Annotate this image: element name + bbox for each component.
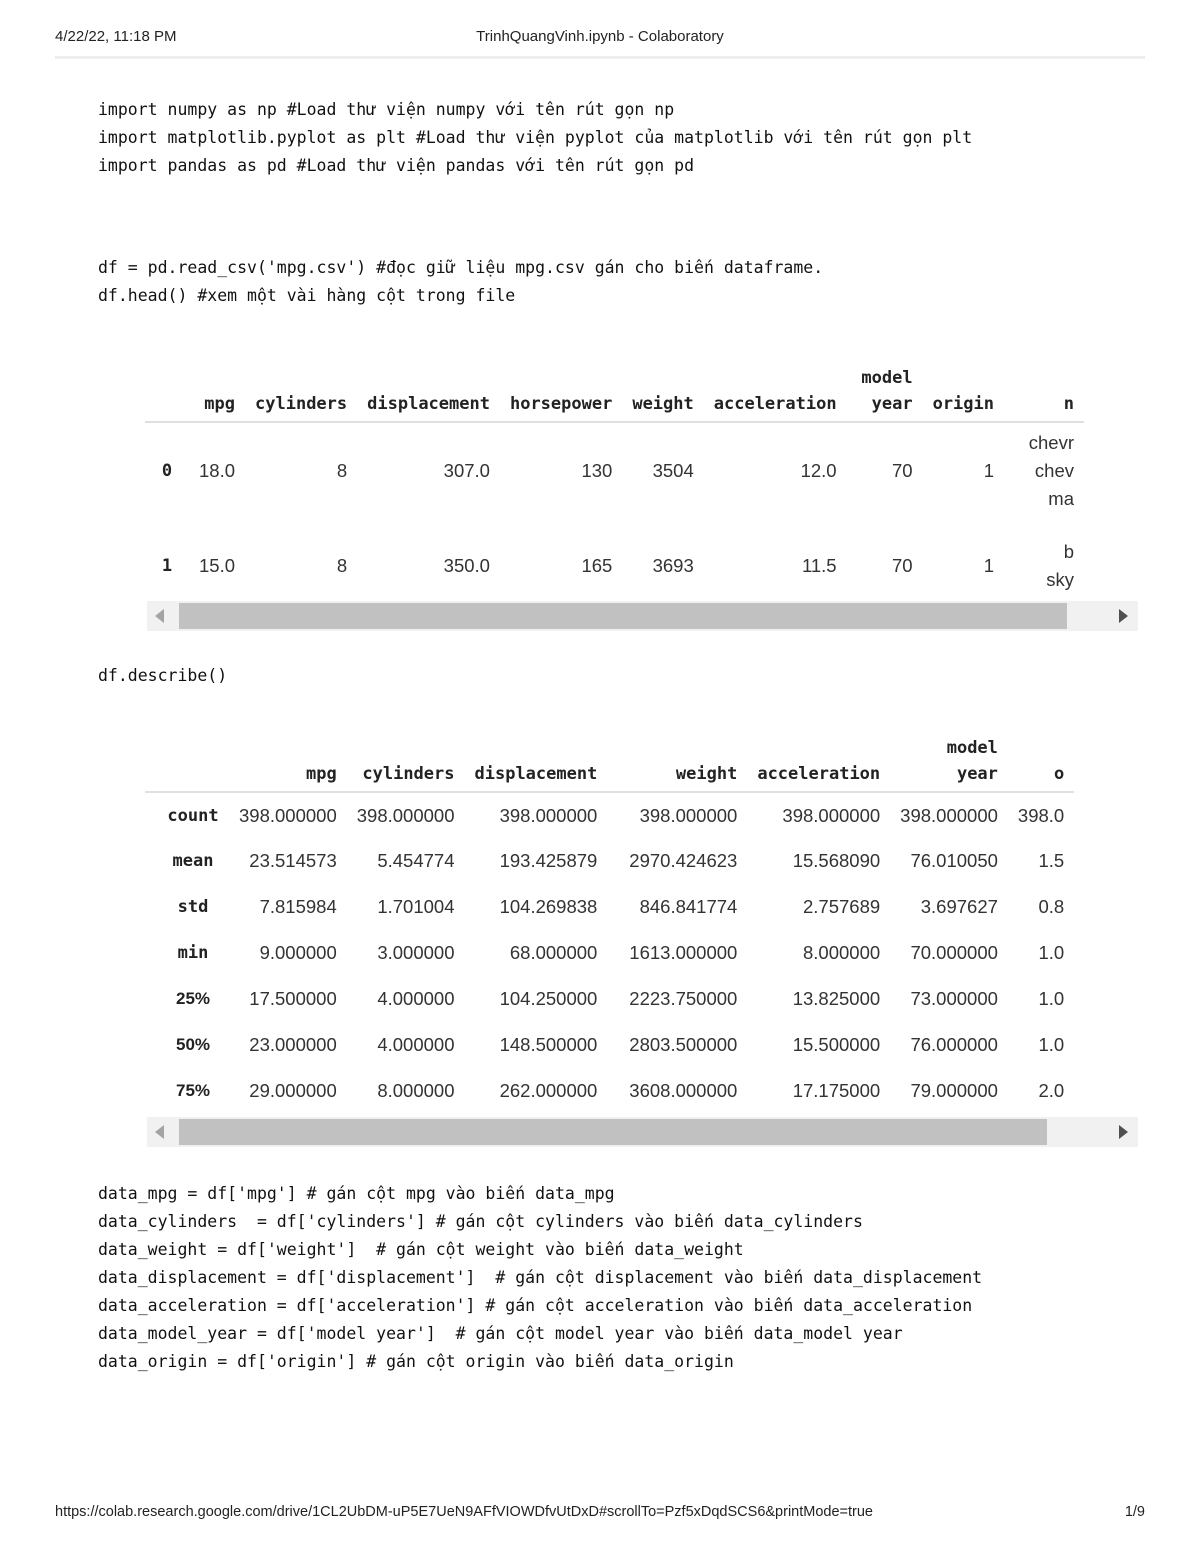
table-cell: 17.175000: [792, 1080, 881, 1101]
head-horizontal-scrollbar[interactable]: [147, 601, 1138, 631]
table-cell: 398.000000: [356, 804, 455, 826]
table-cell: 2.0: [1038, 1080, 1065, 1101]
scroll-right-arrow-icon[interactable]: [1119, 1125, 1128, 1139]
table-cell: 4.000000: [377, 988, 455, 1009]
head-output: [145, 340, 1138, 614]
index-header: [145, 340, 189, 422]
table-row: [145, 884, 1074, 930]
table-cell: 2.757689: [802, 896, 881, 917]
header-divider: [55, 56, 1145, 59]
table-cell: 76.000000: [910, 1034, 998, 1055]
scrollbar-thumb[interactable]: [179, 603, 1067, 629]
column-header-mpg: mpg: [229, 722, 347, 792]
table-cell: 398.000000: [639, 804, 738, 826]
table-cell: 70: [892, 555, 913, 576]
table-cell: 398.000000: [782, 804, 881, 826]
table-cell: 2223.750000: [629, 988, 738, 1009]
table-cell: 1.5: [1038, 850, 1065, 871]
column-header-mpg: mpg: [189, 340, 245, 422]
table-cell: 8.000000: [377, 1080, 455, 1101]
stat-label: min: [177, 943, 209, 963]
table-cell: 846.841774: [639, 896, 738, 917]
table-cell: 0.8: [1038, 896, 1065, 917]
stat-label: 50%: [175, 1035, 211, 1054]
table-cell: 9.000000: [259, 942, 337, 963]
table-cell-car-name: chevr chev ma: [1028, 431, 1074, 509]
column-header-origin: origin: [923, 340, 1004, 422]
index-header: [145, 722, 229, 792]
table-cell: 29.000000: [249, 1080, 337, 1101]
stat-label: 75%: [175, 1081, 211, 1100]
table-cell: 104.269838: [499, 896, 598, 917]
table-cell: 11.5: [801, 555, 837, 576]
table-cell: 73.000000: [910, 988, 998, 1009]
table-cell: 3.000000: [377, 942, 455, 963]
column-header-weight: weight: [622, 340, 703, 422]
table-cell: 148.500000: [499, 1034, 598, 1055]
scroll-right-arrow-icon[interactable]: [1119, 609, 1128, 623]
print-url: https://colab.research.google.com/drive/1CL2UbDM-uP5E7UeN9AFfVIOWDfvUtDxD#scrollTo=Pzf5xDqdSCS6&printMode=true: [55, 1504, 873, 1520]
table-cell: 15.500000: [792, 1034, 881, 1055]
column-header-horsepower: horsepower: [500, 340, 622, 422]
table-cell: 1.701004: [377, 896, 455, 917]
table-row: [145, 976, 1074, 1022]
table-cell: 23.514573: [249, 850, 337, 871]
table-row: [145, 838, 1074, 884]
table-cell: 193.425879: [499, 850, 598, 871]
table-cell: 262.000000: [499, 1080, 598, 1101]
head-dataframe-table: [145, 340, 1084, 614]
code-cell-read-csv[interactable]: df = pd.read_csv('mpg.csv') #đọc giữ liệu mpg.csv gán cho biến dataframe. df.head() #xem một vài hàng cột trong file: [98, 258, 824, 305]
table-cell: 1.0: [1038, 942, 1065, 963]
table-cell: 2803.500000: [629, 1034, 738, 1055]
table-cell: 398.000000: [900, 804, 998, 826]
table-cell: 4.000000: [377, 1034, 455, 1055]
table-cell: 1.0: [1038, 1034, 1065, 1055]
table-cell: 3.697627: [920, 896, 998, 917]
table-cell: 3504: [652, 459, 694, 481]
table-cell: 350.0: [443, 555, 490, 576]
column-header-cylinders: cylinders: [245, 340, 357, 422]
table-row: [145, 930, 1074, 976]
row-index: 1: [161, 556, 173, 576]
table-cell: 1.0: [1038, 988, 1065, 1009]
table-row: [145, 792, 1074, 838]
table-cell: 17.500000: [249, 988, 337, 1009]
describe-dataframe-table: [145, 722, 1074, 1114]
code-cell-assignments[interactable]: data_mpg = df['mpg'] # gán cột mpg vào biến data_mpg data_cylinders = df['cylinders'] # gán cột cylinders vào biến data_cylinders data_weight = df['weight'] # gán cột weight vào biến data_weight data_displacement = df['displacement'] # gán cột displacement vào biến data_displacement data_acceleration = df['acceleration'] # gán cột acceleration vào biến data_acceleration data_model_year = df['model year'] # gán cột model year vào biến data_model year data_origin = df['origin'] # gán cột origin vào biến data_origin: [98, 1184, 983, 1371]
table-cell: 15.568090: [792, 850, 881, 871]
table-header-row: [145, 340, 1084, 422]
table-cell: 76.010050: [910, 850, 998, 871]
table-cell: 23.000000: [249, 1034, 337, 1055]
table-row: [145, 1068, 1074, 1114]
table-cell: 398.0: [1017, 804, 1065, 826]
table-cell: 3693: [652, 555, 694, 576]
table-header-row: [145, 722, 1074, 792]
table-cell: 8: [336, 459, 348, 481]
stat-label: count: [167, 805, 219, 826]
table-row: [145, 422, 1084, 518]
describe-horizontal-scrollbar[interactable]: [147, 1117, 1138, 1147]
page-number: 1/9: [1124, 1504, 1145, 1520]
table-row: [145, 518, 1084, 614]
column-header-acceleration: acceleration: [747, 722, 890, 792]
table-cell: 8: [336, 555, 348, 576]
table-cell: 15.0: [199, 555, 236, 576]
table-cell: 12.0: [800, 459, 837, 481]
column-header-cylinders: cylinders: [347, 722, 465, 792]
table-cell: 79.000000: [910, 1080, 998, 1101]
table-cell-car-name: b sky: [1046, 541, 1074, 590]
row-index: 0: [161, 460, 173, 481]
scroll-left-arrow-icon[interactable]: [155, 1125, 164, 1139]
table-cell: 13.825000: [792, 988, 881, 1009]
scrollbar-thumb[interactable]: [179, 1119, 1047, 1145]
table-cell: 1613.000000: [629, 942, 738, 963]
table-cell: 70: [892, 459, 913, 481]
table-cell: 18.0: [199, 459, 236, 481]
describe-output: [145, 722, 1138, 1114]
column-header-origin: o: [1008, 722, 1074, 792]
print-title: TrinhQuangVinh.ipynb - Colaboratory: [476, 28, 724, 45]
stat-label: std: [177, 897, 209, 917]
table-cell: 7.815984: [259, 896, 337, 917]
table-cell: 130: [581, 459, 613, 481]
table-cell: 70.000000: [910, 942, 998, 963]
print-header: [55, 28, 1145, 52]
table-cell: 1: [983, 459, 994, 481]
table-cell: 68.000000: [509, 942, 598, 963]
column-header-model-year: model year: [847, 340, 923, 422]
scroll-left-arrow-icon[interactable]: [155, 609, 164, 623]
stat-label: 25%: [175, 989, 211, 1008]
table-cell: 8.000000: [802, 942, 881, 963]
stat-label: mean: [172, 851, 214, 871]
column-header-name: n: [1004, 340, 1084, 422]
code-cell-describe[interactable]: df.describe(): [98, 666, 228, 685]
column-header-displacement: displacement: [465, 722, 608, 792]
column-header-acceleration: acceleration: [704, 340, 847, 422]
table-cell: 3608.000000: [629, 1080, 738, 1101]
table-cell: 104.250000: [499, 988, 598, 1009]
table-cell: 307.0: [443, 459, 490, 481]
table-cell: 5.454774: [377, 850, 455, 871]
table-cell: 398.000000: [499, 804, 598, 826]
column-header-weight: weight: [607, 722, 747, 792]
table-cell: 2970.424623: [629, 850, 738, 871]
code-cell-imports[interactable]: import numpy as np #Load thư viện numpy với tên rút gọn np import matplotlib.pyplot as plt #Load thư viện pyplot của matplotlib với tên rút gọn plt import pandas as pd #Load thư viện pandas với tên rút gọn pd: [98, 100, 973, 175]
table-cell: 1: [983, 555, 994, 576]
column-header-model-year: model year: [890, 722, 1008, 792]
table-row: [145, 1022, 1074, 1068]
column-header-displacement: displacement: [357, 340, 500, 422]
table-cell: 398.000000: [239, 804, 337, 826]
print-datetime: 4/22/22, 11:18 PM: [55, 28, 177, 45]
table-cell: 165: [581, 555, 613, 576]
